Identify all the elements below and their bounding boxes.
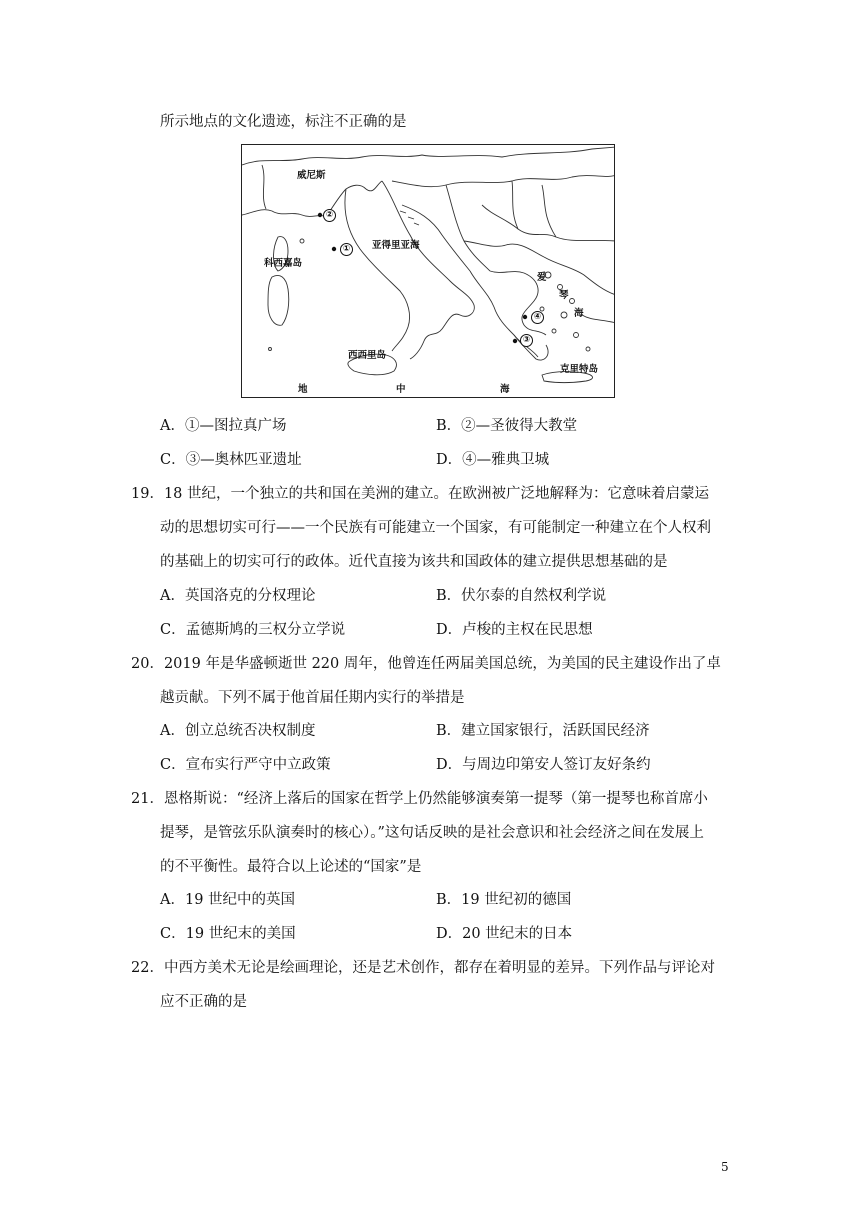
q19-option-d: D．卢梭的主权在民思想: [436, 622, 593, 638]
q18-option-c: C．③—奥林匹亚遗址: [160, 452, 302, 468]
map-label-adriatic: 亚得里亚海: [372, 240, 420, 251]
q20-stem-line-2: 越贡献。下列不属于他首届任期内实行的举措是: [160, 690, 465, 706]
map-label-med-3: 海: [500, 384, 510, 395]
map-label-aegean-3: 海: [574, 308, 584, 319]
map-label-sicily: 西西里岛: [348, 350, 387, 361]
q21-stem-line-1: 21．恩格斯说：“经济上落后的国家在哲学上仍然能够演奏第一提琴（第一提琴也称首席小: [131, 791, 708, 807]
q19-option-a: A．英国洛克的分权理论: [160, 588, 316, 604]
q19-stem-line-1: 19．18 世纪，一个独立的共和国在美洲的建立。在欧洲被广泛地解释为：它意味着启蒙运: [131, 486, 710, 502]
q21-option-c: C．19 世纪末的美国: [160, 926, 296, 942]
q20-option-d: D．与周边印第安人签订友好条约: [436, 757, 651, 773]
q21-option-d: D．20 世纪末的日本: [436, 926, 573, 942]
q21-option-b: B．19 世纪初的德国: [436, 892, 572, 908]
map-label-venice: 威尼斯: [297, 170, 326, 181]
map-label-crete: 克里特岛: [560, 364, 599, 375]
q18-option-d: D．④—雅典卫城: [436, 452, 550, 468]
q19-stem-line-3: 的基础上的切实可行的政体。近代直接为该共和国政体的建立提供思想基础的是: [160, 554, 668, 570]
map-label-aegean-1: 爱: [537, 272, 547, 283]
q20-option-b: B．建立国家银行，活跃国民经济: [436, 723, 650, 739]
q21-stem-line-2: 提琴，是管弦乐队演奏时的核心）。”这句话反映的是社会意识和社会经济之间在发展上: [160, 825, 704, 841]
q19-option-b: B．伏尔泰的自然权利学说: [436, 588, 607, 604]
map-label-med-1: 地: [298, 384, 308, 395]
question-intro-text: 所示地点的文化遗迹，标注不正确的是: [160, 114, 407, 130]
map-marker-4: ④: [531, 311, 544, 324]
q18-option-b: B．②—圣彼得大教堂: [436, 418, 578, 434]
q21-option-a: A．19 世纪中的英国: [160, 892, 296, 908]
q18-option-a: A．①—图拉真广场: [160, 418, 287, 434]
map-marker-3: ③: [520, 334, 533, 347]
q19-stem-line-2: 动的思想切实可行——一个民族有可能建立一个国家，有可能制定一种建立在个人权利: [160, 520, 711, 536]
page-number: 5: [721, 1160, 729, 1174]
map-label-med-2: 中: [396, 384, 406, 395]
q20-stem-line-1: 20．2019 年是华盛顿逝世 220 周年，他曾连任两届美国总统，为美国的民主建设作出了卓: [131, 656, 721, 672]
q20-option-a: A．创立总统否决权制度: [160, 723, 316, 739]
map-label-corsica: 科西嘉岛: [264, 258, 303, 269]
q20-option-c: C．宣布实行严守中立政策: [160, 757, 331, 773]
q22-stem-line-1: 22．中西方美术无论是绘画理论，还是艺术创作，都存在着明显的差异。下列作品与评论对: [131, 960, 715, 976]
q19-option-c: C．孟德斯鸠的三权分立学说: [160, 622, 346, 638]
map-marker-2: ②: [323, 209, 336, 222]
map-label-aegean-2: 琴: [559, 290, 569, 301]
q21-stem-line-3: 的不平衡性。最符合以上论述的“国家”是: [160, 859, 422, 875]
q22-stem-line-2: 应不正确的是: [160, 994, 247, 1010]
mediterranean-map: [241, 144, 615, 398]
map-marker-1: ①: [340, 243, 353, 256]
